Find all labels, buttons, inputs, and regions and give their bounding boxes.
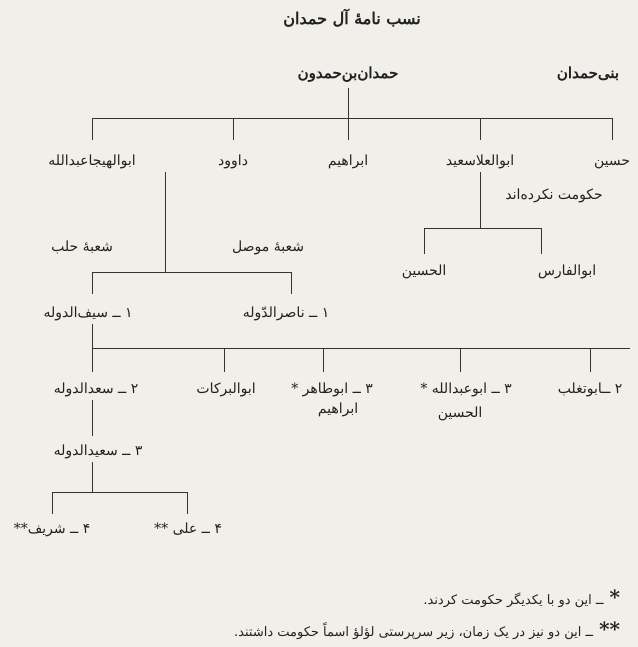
connector-said-down xyxy=(480,172,481,228)
star-marker: * xyxy=(609,585,620,609)
root-node-hamdan: حمدان‌بن‌حمدون xyxy=(297,64,399,82)
connector-gen1-drop xyxy=(480,118,481,140)
page-title: نسب نامهٔ آل حمدان xyxy=(283,9,421,28)
connector-gen1-drop xyxy=(348,118,349,140)
node-sad-al-dawla: ۲ ــ سعدالدوله xyxy=(53,381,139,397)
node-sharif: ۴ ــ شریف** xyxy=(13,521,91,537)
connector-saeed-down xyxy=(92,462,93,492)
node-dawud: داوود xyxy=(218,153,248,169)
node-abul-barakat: ابوالبرکات xyxy=(196,381,256,397)
node-abu-taghlib: ۲ ــابوتغلب xyxy=(557,381,623,397)
node-sayf-al-dawla: ۱ ــ سیف‌الدوله xyxy=(43,305,133,321)
node-ibrahim: ابراهیم xyxy=(327,153,369,169)
node-nasir-al-dawla: ۱ ــ ناصرالدّوله xyxy=(242,305,330,321)
connector-sayf-drop xyxy=(224,348,225,372)
footnote-single-star xyxy=(423,585,620,610)
connector-sayf-drop xyxy=(590,348,591,372)
connector-root-down xyxy=(348,88,349,118)
connector-sayf-drop xyxy=(323,348,324,372)
node-abu-abdallah-husayn: الحسین xyxy=(437,405,483,421)
connector-abdallah-bar xyxy=(92,272,292,273)
connector-gen1-drop xyxy=(233,118,234,140)
double-star-marker: ** xyxy=(599,617,620,641)
connector-said-bar xyxy=(424,228,542,229)
connector-sayf-bar xyxy=(92,348,630,349)
connector-saeed-drop xyxy=(187,492,188,514)
connector-abdallah-down xyxy=(165,172,166,272)
connector-gen1-drop xyxy=(612,118,613,140)
node-abul-hayja-abdallah: ابوالهیجاعبدالله xyxy=(48,153,136,169)
connector-sad-down xyxy=(92,400,93,436)
connector-sayf-drop xyxy=(460,348,461,372)
node-abu-abdallah: ۳ ــ ابوعبدالله * xyxy=(420,381,512,397)
footnote-text: ــ این دو نیز در یک زمان، زیر سرپرستی لؤلؤ اسماً حکومت داشتند. xyxy=(234,625,594,640)
connector-saeed-bar xyxy=(52,492,188,493)
node-ali: ۴ ــ علی ** xyxy=(154,521,222,537)
footnote-text: ــ این دو با یکدیگر حکومت کردند. xyxy=(423,593,604,608)
node-abul-ala-said: ابوالعلاسعید xyxy=(445,153,515,169)
node-abu-tahir: ۳ ــ ابوطاهر * xyxy=(291,381,373,397)
node-husayn: حسین xyxy=(593,153,631,169)
connector-saeed-drop xyxy=(52,492,53,514)
connector-said-drop xyxy=(541,228,542,254)
branch-mosul-label: شعبهٔ موصل xyxy=(232,239,304,255)
node-said-al-dawla: ۳ ــ سعیدالدوله xyxy=(53,443,143,459)
no-rule-note: حکومت نکرده‌اند xyxy=(505,187,603,203)
connector-sayf-down xyxy=(92,324,93,348)
connector-abdallah-drop xyxy=(92,272,93,294)
connector-abdallah-drop xyxy=(291,272,292,294)
connector-said-drop xyxy=(424,228,425,254)
connector-sayf-drop xyxy=(92,348,93,372)
node-al-husayn-said: الحسین xyxy=(401,263,447,279)
connector-gen1-bar xyxy=(92,118,613,119)
branch-aleppo-label: شعبهٔ حلب xyxy=(51,239,113,255)
dynasty-label: بنی‌حمدان xyxy=(556,64,620,82)
node-abul-faris: ابوالفارس xyxy=(537,263,597,279)
footnote-double-star xyxy=(234,617,620,642)
node-abu-tahir-ibrahim: ابراهیم xyxy=(317,401,359,417)
connector-gen1-drop xyxy=(92,118,93,140)
